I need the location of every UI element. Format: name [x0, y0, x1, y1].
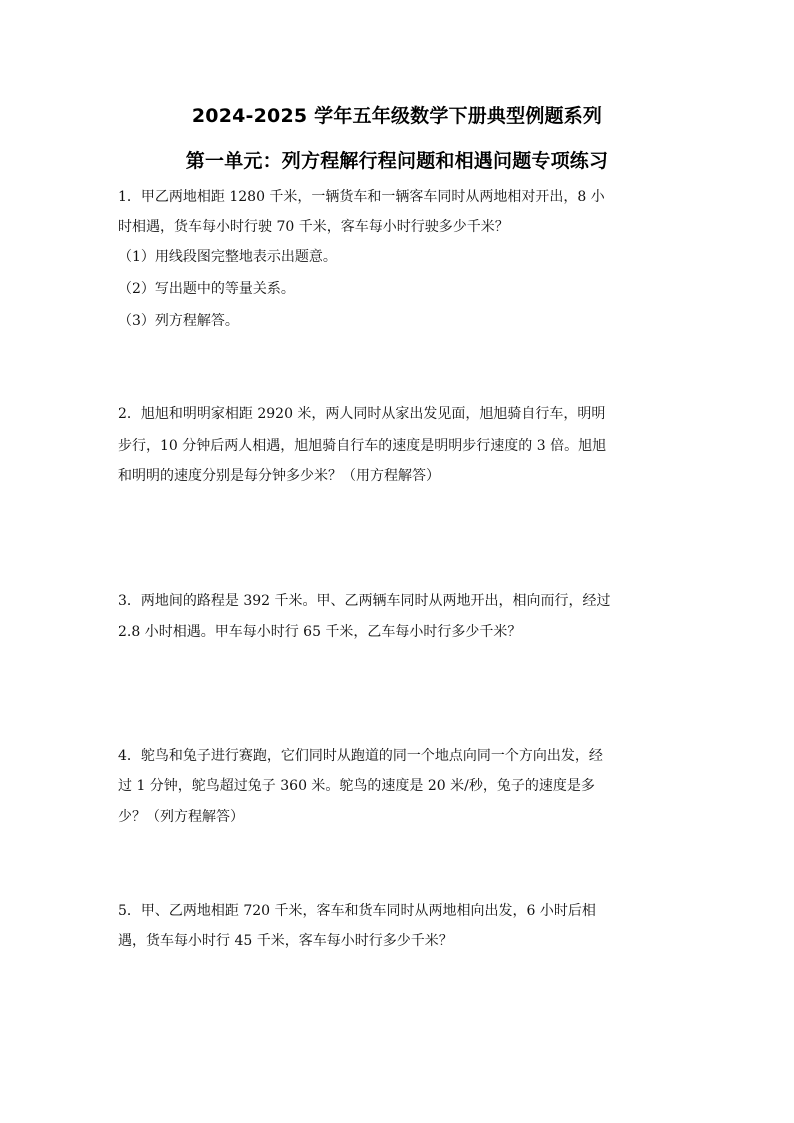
question-2-line-1: 2．旭旭和明明家相距 2920 米，两人同时从家出发见面，旭旭骑自行车，明明 — [118, 406, 606, 422]
question-4-line-2: 过 1 分钟，鸵鸟超过兔子 360 米。鸵鸟的速度是 20 米/秒，兔子的速度是多 — [118, 778, 595, 794]
question-1-line-2: 时相遇，货车每小时行驶 70 千米，客车每小时行驶多少千米？ — [118, 219, 509, 235]
worksheet-title: 2024-2025 学年五年级数学下册典型例题系列 — [191, 105, 603, 127]
question-3-line-1: 3．两地间的路程是 392 千米。甲、乙两辆车同时从两地开出，相向而行，经过 — [118, 593, 611, 609]
question-1-subpart-2: （2）写出题中的等量关系。 — [118, 281, 295, 297]
question-1-subpart-1: （1）用线段图完整地表示出题意。 — [118, 249, 337, 265]
question-1-subpart-3: （3）列方程解答。 — [118, 313, 239, 329]
question-2-line-3: 和明明的速度分别是每分钟多少米？（用方程解答） — [118, 468, 440, 484]
question-4-line-1: 4．鸵鸟和兔子进行赛跑，它们同时从跑道的同一个地点向同一个方向出发，经 — [118, 748, 603, 764]
question-2-line-2: 步行，10 分钟后两人相遇，旭旭骑自行车的速度是明明步行速度的 3 倍。旭旭 — [118, 438, 607, 454]
question-5-line-2: 遇，货车每小时行 45 千米，客车每小时行多少千米？ — [118, 933, 453, 949]
question-4-line-3: 少？（列方程解答） — [118, 809, 244, 825]
worksheet-subtitle: 第一单元：列方程解行程问题和相遇问题专项练习 — [185, 150, 609, 172]
question-3-line-2: 2.8 小时相遇。甲车每小时行 65 千米，乙车每小时行多少千米？ — [118, 624, 522, 640]
question-1-line-1: 1．甲乙两地相距 1280 千米，一辆货车和一辆客车同时从两地相对开出，8 小 — [118, 189, 605, 205]
question-5-line-1: 5．甲、乙两地相距 720 千米，客车和货车同时从两地相向出发，6 小时后相 — [118, 903, 596, 919]
